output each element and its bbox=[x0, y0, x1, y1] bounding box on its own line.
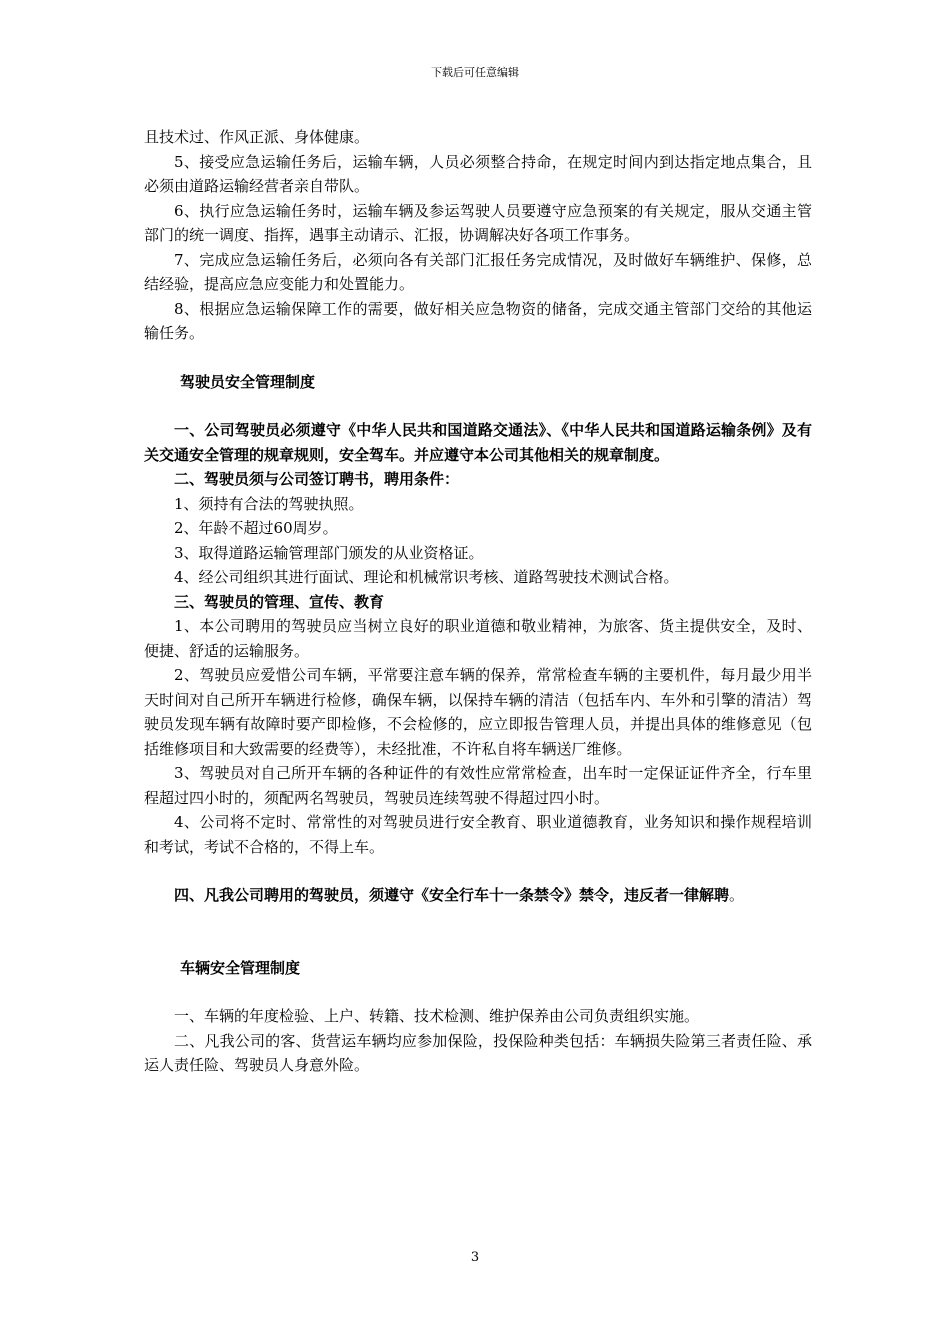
section-heading-driver-safety: 驾驶员安全管理制度 bbox=[180, 372, 316, 391]
management-item: 2、驾驶员应爱惜公司车辆，平常要注意车辆的保养，常常检查车辆的主要机件，每月最少用半天时间对自己所开车辆进行检修，确保车辆，以保持车辆的清洁（包括车内、车外和引擎的清洁）驾驶员发现车辆有故障时要产即检修，不会检修的，应立即报告管理人员，并提出具体的维修意见（包括维修项目和大致需要的经费等），未经批准，不许私自将车辆送厂维修。 bbox=[144, 666, 812, 758]
spacer bbox=[144, 980, 812, 1004]
clause-four-end: 。 bbox=[729, 886, 745, 904]
page-number: 3 bbox=[470, 1250, 480, 1265]
management-item: 1、本公司聘用的驾驶员应当树立良好的职业道德和敬业精神，为旅客、货主提供安全，及时、便捷、舒适的运输服务。 bbox=[144, 617, 812, 660]
document-body bbox=[144, 125, 812, 1078]
paragraph-item-6: 6、执行应急运输任务时，运输车辆及参运驾驶人员要遵守应急预案的有关规定，服从交通主管部门的统一调度、指挥，遇事主动请示、汇报，协调解决好各项工作事务。 bbox=[144, 201, 812, 244]
spacer bbox=[144, 346, 812, 370]
vehicle-clause-one: 一、车辆的年度检验、上户、转籍、技术检测、维护保养由公司负责组织实施。 bbox=[174, 1007, 700, 1025]
clause-three: 三、驾驶员的管理、宣传、教育 bbox=[174, 592, 385, 611]
paragraph-item-5: 5、接受应急运输任务后，运输车辆，人员必须整合持命，在规定时间内到达指定地点集合，且必须由道路运输经营者亲自带队。 bbox=[144, 152, 812, 195]
paragraph-continuation: 且技术过、作风正派、身体健康。 bbox=[144, 128, 370, 146]
management-item: 4、公司将不定时、常常性的对驾驶员进行安全教育、职业道德教育，业务知识和操作规程培训和考试，考试不合格的，不得上车。 bbox=[144, 813, 812, 856]
paragraph-item-7: 7、完成应急运输任务后，必须向各有关部门汇报任务完成情况，及时做好车辆维护、保修，总结经验，提高应急应变能力和处置能力。 bbox=[144, 250, 812, 293]
spacer bbox=[144, 859, 812, 883]
section-heading-vehicle-safety: 车辆安全管理制度 bbox=[180, 958, 301, 977]
vehicle-clause-two: 二、凡我公司的客、货营运车辆均应参加保险，投保险种类包括：车辆损失险第三者责任险、承运人责任险、驾驶员人身意外险。 bbox=[144, 1031, 812, 1074]
spacer bbox=[144, 932, 812, 956]
spacer bbox=[144, 908, 812, 932]
clause-four-text: 四、凡我公司聘用的驾驶员，须遵守《安全行车十一条禁令》禁令，违反者一律解聘 bbox=[174, 886, 730, 904]
clause-four bbox=[144, 883, 812, 908]
spacer bbox=[144, 394, 812, 418]
condition-item: 4、经公司组织其进行面试、理论和机械常识考核、道路驾驶技术测试合格。 bbox=[174, 568, 679, 586]
clause-one: 一、公司驾驶员必须遵守《中华人民共和国道路交通法》、《中华人民共和国道路运输条例》及有关交通安全管理的规章规则，安全驾车。并应遵守本公司其他相关的规章制度。 bbox=[144, 421, 812, 464]
management-item: 3、驾驶员对自己所开车辆的各种证件的有效性应常常检查，出车时一定保证证件齐全，行车里程超过四小时的，须配两名驾驶员，驾驶员连续驾驶不得超过四小时。 bbox=[144, 764, 812, 807]
condition-item: 2、年龄不超过60周岁。 bbox=[174, 519, 338, 537]
page-header: 下载后可任意编辑 bbox=[431, 66, 519, 79]
condition-item: 1、须持有合法的驾驶执照。 bbox=[174, 494, 364, 513]
clause-two: 二、驾驶员须与公司签订聘书，聘用条件： bbox=[174, 470, 460, 488]
condition-item: 3、取得道路运输管理部门颁发的从业资格证。 bbox=[174, 543, 484, 562]
paragraph-item-8: 8、根据应急运输保障工作的需要，做好相关应急物资的储备，完成交通主管部门交给的其他运输任务。 bbox=[144, 299, 812, 342]
